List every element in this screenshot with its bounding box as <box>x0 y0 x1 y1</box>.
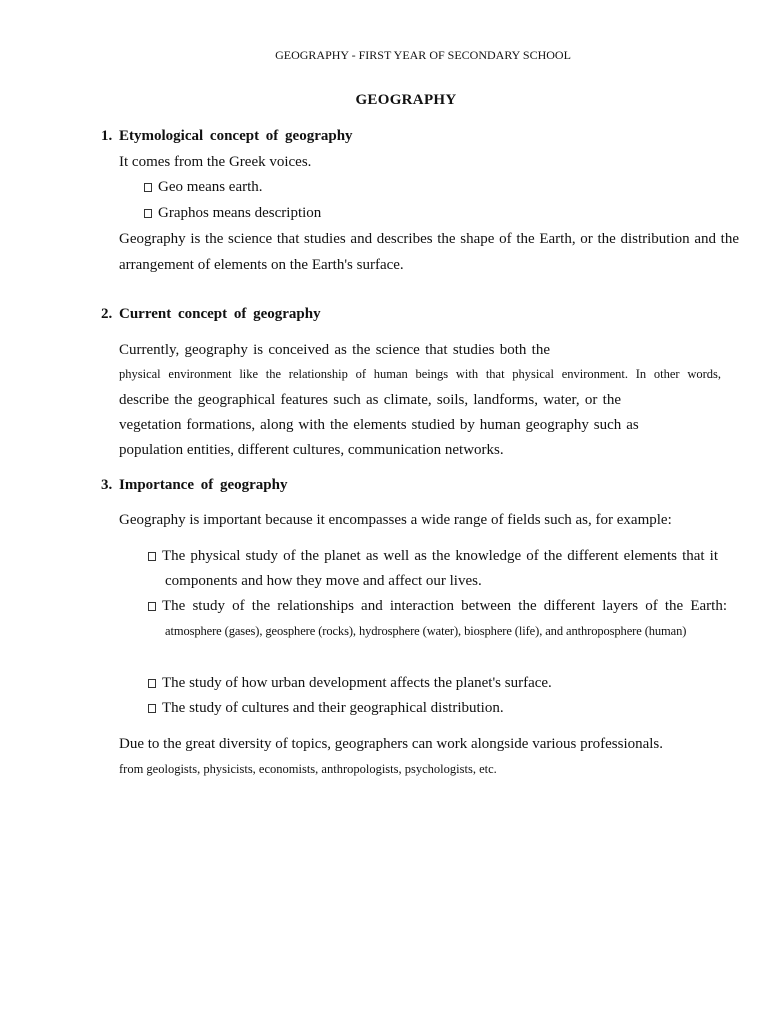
section-3-number: 3. <box>101 477 113 493</box>
list-item <box>148 700 504 717</box>
section-1-number: 1. <box>101 128 113 144</box>
section-3-intro: Geography is important because it encompasses a wide range of fields such as, for example: <box>119 512 672 528</box>
bullet-box-icon <box>148 552 156 561</box>
document-title: GEOGRAPHY <box>355 92 457 108</box>
closing-line: Due to the great diversity of topics, geographers can work alongside various professionals. <box>119 736 664 752</box>
list-item-continuation: components and how they move and affect our lives. <box>165 573 482 589</box>
list-item-continuation: atmosphere (gases), geosphere (rocks), hydrosphere (water), biosphere (life), and anthroposphere (human) <box>165 624 687 638</box>
closing-line: from geologists, physicists, economists, anthropologists, psychologists, etc. <box>119 762 497 776</box>
page-header: GEOGRAPHY - FIRST YEAR OF SECONDARY SCHOOL <box>275 48 571 62</box>
list-item <box>148 675 552 692</box>
section-2-title: Current concept of geography <box>119 306 321 322</box>
section-2-line: physical environment like the relationship of human beings with that physical environment. In other words, <box>119 367 721 381</box>
section-1-intro: It comes from the Greek voices. <box>119 154 312 170</box>
section-3-title: Importance of geography <box>119 477 288 493</box>
section-2-line: Currently, geography is conceived as the science that studies both the <box>119 342 550 358</box>
bullet-box-icon <box>144 183 152 192</box>
bullet-box-icon <box>148 602 156 611</box>
list-item-text: The study of cultures and their geographical distribution. <box>162 700 504 716</box>
bullet-box-icon <box>148 679 156 688</box>
list-item-text: Graphos means description <box>158 205 322 221</box>
section-2-line: vegetation formations, along with the elements studied by human geography such as <box>119 417 639 433</box>
section-2-number: 2. <box>101 306 113 322</box>
section-2-line: population entities, different cultures, communication networks. <box>119 442 504 458</box>
section-1-paragraph-line: arrangement of elements on the Earth's surface. <box>119 257 404 273</box>
bullet-box-icon <box>148 704 156 713</box>
list-item-text: Geo means earth. <box>158 179 263 195</box>
section-1-title: Etymological concept of geography <box>119 128 353 144</box>
list-item <box>144 205 321 222</box>
list-item <box>144 179 263 196</box>
list-item <box>148 598 727 615</box>
list-item-text: The study of the relationships and interaction between the different layers of the Earth: <box>162 598 727 614</box>
section-1-paragraph-line: Geography is the science that studies and describes the shape of the Earth, or the distribution and the <box>119 231 739 247</box>
section-2-line: describe the geographical features such as climate, soils, landforms, water, or the <box>119 392 621 408</box>
bullet-box-icon <box>144 209 152 218</box>
section-2-heading <box>101 306 321 323</box>
list-item-text: The study of how urban development affects the planet's surface. <box>162 675 552 691</box>
list-item-text: The physical study of the planet as well as the knowledge of the different elements that it <box>162 548 718 564</box>
list-item <box>148 548 718 565</box>
section-3-heading <box>101 477 287 494</box>
section-1-heading <box>101 128 353 145</box>
